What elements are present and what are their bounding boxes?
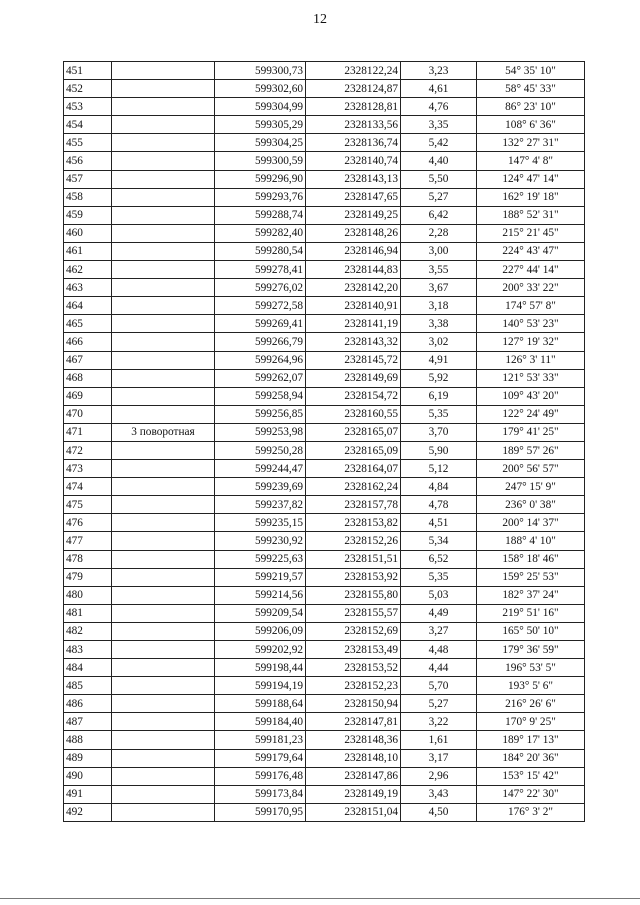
point-number-cell: 491 <box>64 785 112 803</box>
y-coordinate-cell: 2328148,36 <box>306 731 401 749</box>
direction-angle-cell: 159° 25' 53" <box>477 568 585 586</box>
point-number-cell: 486 <box>64 695 112 713</box>
point-number-cell: 471 <box>64 423 112 441</box>
table-row <box>64 351 585 369</box>
point-type-cell <box>112 116 215 134</box>
y-coordinate-cell: 2328165,09 <box>306 441 401 459</box>
distance-cell: 5,50 <box>401 170 477 188</box>
point-type-cell <box>112 297 215 315</box>
direction-angle-cell: 132° 27' 31" <box>477 134 585 152</box>
point-number-cell: 490 <box>64 767 112 785</box>
table-body <box>64 62 585 822</box>
table-row <box>64 460 585 478</box>
point-type-cell <box>112 713 215 731</box>
x-coordinate-cell: 599278,41 <box>215 261 306 279</box>
table-row <box>64 441 585 459</box>
point-number-cell: 483 <box>64 641 112 659</box>
direction-angle-cell: 58° 45' 33" <box>477 80 585 98</box>
distance-cell: 5,34 <box>401 532 477 550</box>
table-row <box>64 478 585 496</box>
point-type-cell <box>112 441 215 459</box>
distance-cell: 3,00 <box>401 242 477 260</box>
x-coordinate-cell: 599272,58 <box>215 297 306 315</box>
table-row <box>64 767 585 785</box>
point-number-cell: 492 <box>64 803 112 821</box>
distance-cell: 3,38 <box>401 315 477 333</box>
point-number-cell: 488 <box>64 731 112 749</box>
y-coordinate-cell: 2328151,04 <box>306 803 401 821</box>
y-coordinate-cell: 2328153,49 <box>306 641 401 659</box>
direction-angle-cell: 176° 3' 2" <box>477 803 585 821</box>
direction-angle-cell: 188° 4' 10" <box>477 532 585 550</box>
x-coordinate-cell: 599181,23 <box>215 731 306 749</box>
point-number-cell: 481 <box>64 604 112 622</box>
distance-cell: 2,28 <box>401 224 477 242</box>
table-row <box>64 568 585 586</box>
direction-angle-cell: 54° 35' 10" <box>477 62 585 80</box>
x-coordinate-cell: 599170,95 <box>215 803 306 821</box>
y-coordinate-cell: 2328165,07 <box>306 423 401 441</box>
y-coordinate-cell: 2328143,32 <box>306 333 401 351</box>
table-row <box>64 170 585 188</box>
point-number-cell: 472 <box>64 441 112 459</box>
distance-cell: 4,78 <box>401 496 477 514</box>
point-type-cell <box>112 604 215 622</box>
distance-cell: 5,27 <box>401 695 477 713</box>
y-coordinate-cell: 2328149,69 <box>306 369 401 387</box>
table-row <box>64 242 585 260</box>
table-row <box>64 749 585 767</box>
direction-angle-cell: 174° 57' 8" <box>477 297 585 315</box>
y-coordinate-cell: 2328141,19 <box>306 315 401 333</box>
direction-angle-cell: 108° 6' 36" <box>477 116 585 134</box>
distance-cell: 4,61 <box>401 80 477 98</box>
y-coordinate-cell: 2328122,24 <box>306 62 401 80</box>
point-type-cell <box>112 405 215 423</box>
point-number-cell: 455 <box>64 134 112 152</box>
point-number-cell: 460 <box>64 224 112 242</box>
distance-cell: 4,49 <box>401 604 477 622</box>
direction-angle-cell: 227° 44' 14" <box>477 261 585 279</box>
point-type-cell <box>112 387 215 405</box>
distance-cell: 1,61 <box>401 731 477 749</box>
point-number-cell: 489 <box>64 749 112 767</box>
distance-cell: 3,67 <box>401 279 477 297</box>
table-row <box>64 803 585 821</box>
distance-cell: 4,44 <box>401 659 477 677</box>
table-row <box>64 659 585 677</box>
direction-angle-cell: 147° 4' 8" <box>477 152 585 170</box>
point-number-cell: 453 <box>64 98 112 116</box>
x-coordinate-cell: 599179,64 <box>215 749 306 767</box>
direction-angle-cell: 153° 15' 42" <box>477 767 585 785</box>
point-type-cell <box>112 460 215 478</box>
direction-angle-cell: 127° 19' 32" <box>477 333 585 351</box>
table-row <box>64 387 585 405</box>
x-coordinate-cell: 599239,69 <box>215 478 306 496</box>
direction-angle-cell: 126° 3' 11" <box>477 351 585 369</box>
x-coordinate-cell: 599293,76 <box>215 188 306 206</box>
direction-angle-cell: 189° 57' 26" <box>477 441 585 459</box>
point-type-cell <box>112 586 215 604</box>
table-row <box>64 713 585 731</box>
distance-cell: 3,35 <box>401 116 477 134</box>
direction-angle-cell: 162° 19' 18" <box>477 188 585 206</box>
point-number-cell: 480 <box>64 586 112 604</box>
point-type-cell <box>112 188 215 206</box>
x-coordinate-cell: 599304,25 <box>215 134 306 152</box>
direction-angle-cell: 109° 43' 20" <box>477 387 585 405</box>
point-type-cell <box>112 279 215 297</box>
table-row <box>64 188 585 206</box>
distance-cell: 3,55 <box>401 261 477 279</box>
point-number-cell: 477 <box>64 532 112 550</box>
direction-angle-cell: 193° 5' 6" <box>477 677 585 695</box>
distance-cell: 5,90 <box>401 441 477 459</box>
point-number-cell: 466 <box>64 333 112 351</box>
direction-angle-cell: 86° 23' 10" <box>477 98 585 116</box>
distance-cell: 4,84 <box>401 478 477 496</box>
y-coordinate-cell: 2328140,74 <box>306 152 401 170</box>
x-coordinate-cell: 599266,79 <box>215 333 306 351</box>
distance-cell: 6,19 <box>401 387 477 405</box>
x-coordinate-cell: 599253,98 <box>215 423 306 441</box>
distance-cell: 5,35 <box>401 405 477 423</box>
point-type-cell <box>112 803 215 821</box>
point-type-cell <box>112 369 215 387</box>
direction-angle-cell: 189° 17' 13" <box>477 731 585 749</box>
point-type-cell <box>112 478 215 496</box>
direction-angle-cell: 247° 15' 9" <box>477 478 585 496</box>
point-type-cell <box>112 677 215 695</box>
point-number-cell: 487 <box>64 713 112 731</box>
point-type-cell <box>112 242 215 260</box>
point-number-cell: 464 <box>64 297 112 315</box>
direction-angle-cell: 196° 53' 5" <box>477 659 585 677</box>
y-coordinate-cell: 2328157,78 <box>306 496 401 514</box>
table-row <box>64 369 585 387</box>
point-type-cell <box>112 333 215 351</box>
direction-angle-cell: 158° 18' 46" <box>477 550 585 568</box>
direction-angle-cell: 215° 21' 45" <box>477 224 585 242</box>
x-coordinate-cell: 599276,02 <box>215 279 306 297</box>
table-row <box>64 62 585 80</box>
distance-cell: 2,96 <box>401 767 477 785</box>
point-type-cell <box>112 351 215 369</box>
y-coordinate-cell: 2328152,26 <box>306 532 401 550</box>
x-coordinate-cell: 599305,29 <box>215 116 306 134</box>
y-coordinate-cell: 2328149,19 <box>306 785 401 803</box>
point-number-cell: 463 <box>64 279 112 297</box>
x-coordinate-cell: 599237,82 <box>215 496 306 514</box>
table-row <box>64 279 585 297</box>
y-coordinate-cell: 2328152,23 <box>306 677 401 695</box>
point-number-cell: 454 <box>64 116 112 134</box>
x-coordinate-cell: 599194,19 <box>215 677 306 695</box>
x-coordinate-cell: 599264,96 <box>215 351 306 369</box>
direction-angle-cell: 219° 51' 16" <box>477 604 585 622</box>
table-row <box>64 695 585 713</box>
point-type-cell <box>112 785 215 803</box>
table-row <box>64 514 585 532</box>
distance-cell: 3,70 <box>401 423 477 441</box>
table-row <box>64 550 585 568</box>
distance-cell: 4,91 <box>401 351 477 369</box>
distance-cell: 5,70 <box>401 677 477 695</box>
y-coordinate-cell: 2328152,69 <box>306 622 401 640</box>
point-number-cell: 451 <box>64 62 112 80</box>
direction-angle-cell: 200° 33' 22" <box>477 279 585 297</box>
point-number-cell: 475 <box>64 496 112 514</box>
table-row <box>64 677 585 695</box>
direction-angle-cell: 140° 53' 23" <box>477 315 585 333</box>
table-row <box>64 98 585 116</box>
point-type-cell <box>112 749 215 767</box>
page-number: 12 <box>313 12 327 27</box>
table-row <box>64 423 585 441</box>
point-type-cell <box>112 134 215 152</box>
distance-cell: 6,42 <box>401 206 477 224</box>
point-type-cell <box>112 496 215 514</box>
point-number-cell: 467 <box>64 351 112 369</box>
distance-cell: 4,51 <box>401 514 477 532</box>
point-number-cell: 459 <box>64 206 112 224</box>
direction-angle-cell: 182° 37' 24" <box>477 586 585 604</box>
point-number-cell: 458 <box>64 188 112 206</box>
x-coordinate-cell: 599262,07 <box>215 369 306 387</box>
y-coordinate-cell: 2328155,57 <box>306 604 401 622</box>
y-coordinate-cell: 2328128,81 <box>306 98 401 116</box>
point-type-cell <box>112 532 215 550</box>
direction-angle-cell: 124° 47' 14" <box>477 170 585 188</box>
y-coordinate-cell: 2328153,52 <box>306 659 401 677</box>
point-number-cell: 468 <box>64 369 112 387</box>
x-coordinate-cell: 599173,84 <box>215 785 306 803</box>
y-coordinate-cell: 2328160,55 <box>306 405 401 423</box>
point-type-cell <box>112 152 215 170</box>
distance-cell: 4,50 <box>401 803 477 821</box>
table-row <box>64 496 585 514</box>
point-number-cell: 485 <box>64 677 112 695</box>
direction-angle-cell: 122° 24' 49" <box>477 405 585 423</box>
table-row <box>64 224 585 242</box>
table-row <box>64 152 585 170</box>
y-coordinate-cell: 2328151,51 <box>306 550 401 568</box>
x-coordinate-cell: 599206,09 <box>215 622 306 640</box>
point-number-cell: 476 <box>64 514 112 532</box>
distance-cell: 5,42 <box>401 134 477 152</box>
table-row <box>64 532 585 550</box>
x-coordinate-cell: 599258,94 <box>215 387 306 405</box>
point-type-cell <box>112 206 215 224</box>
y-coordinate-cell: 2328124,87 <box>306 80 401 98</box>
direction-angle-cell: 121° 53' 33" <box>477 369 585 387</box>
direction-angle-cell: 200° 14' 37" <box>477 514 585 532</box>
distance-cell: 3,17 <box>401 749 477 767</box>
point-number-cell: 484 <box>64 659 112 677</box>
point-type-cell <box>112 80 215 98</box>
point-type-cell <box>112 659 215 677</box>
table-row <box>64 297 585 315</box>
point-type-cell <box>112 767 215 785</box>
y-coordinate-cell: 2328142,20 <box>306 279 401 297</box>
point-type-cell <box>112 550 215 568</box>
distance-cell: 5,12 <box>401 460 477 478</box>
y-coordinate-cell: 2328154,72 <box>306 387 401 405</box>
direction-angle-cell: 179° 36' 59" <box>477 641 585 659</box>
x-coordinate-cell: 599244,47 <box>215 460 306 478</box>
point-type-cell <box>112 170 215 188</box>
x-coordinate-cell: 599209,54 <box>215 604 306 622</box>
x-coordinate-cell: 599296,90 <box>215 170 306 188</box>
distance-cell: 6,52 <box>401 550 477 568</box>
point-type-cell: 3 поворотная <box>112 423 215 441</box>
y-coordinate-cell: 2328147,81 <box>306 713 401 731</box>
x-coordinate-cell: 599225,63 <box>215 550 306 568</box>
distance-cell: 5,35 <box>401 568 477 586</box>
table-row <box>64 785 585 803</box>
direction-angle-cell: 200° 56' 57" <box>477 460 585 478</box>
x-coordinate-cell: 599184,40 <box>215 713 306 731</box>
x-coordinate-cell: 599288,74 <box>215 206 306 224</box>
direction-angle-cell: 188° 52' 31" <box>477 206 585 224</box>
point-type-cell <box>112 98 215 116</box>
table-row <box>64 586 585 604</box>
y-coordinate-cell: 2328133,56 <box>306 116 401 134</box>
table-row <box>64 116 585 134</box>
point-number-cell: 469 <box>64 387 112 405</box>
point-number-cell: 452 <box>64 80 112 98</box>
point-number-cell: 456 <box>64 152 112 170</box>
point-type-cell <box>112 568 215 586</box>
point-number-cell: 461 <box>64 242 112 260</box>
x-coordinate-cell: 599235,15 <box>215 514 306 532</box>
table-row <box>64 622 585 640</box>
coordinates-table <box>63 61 585 822</box>
point-type-cell <box>112 641 215 659</box>
distance-cell: 5,27 <box>401 188 477 206</box>
x-coordinate-cell: 599219,57 <box>215 568 306 586</box>
x-coordinate-cell: 599269,41 <box>215 315 306 333</box>
y-coordinate-cell: 2328148,26 <box>306 224 401 242</box>
y-coordinate-cell: 2328150,94 <box>306 695 401 713</box>
direction-angle-cell: 147° 22' 30" <box>477 785 585 803</box>
point-number-cell: 473 <box>64 460 112 478</box>
point-number-cell: 478 <box>64 550 112 568</box>
y-coordinate-cell: 2328162,24 <box>306 478 401 496</box>
table-row <box>64 261 585 279</box>
x-coordinate-cell: 599256,85 <box>215 405 306 423</box>
page-bottom-rule <box>0 898 640 899</box>
point-number-cell: 470 <box>64 405 112 423</box>
x-coordinate-cell: 599304,99 <box>215 98 306 116</box>
coordinates-table-container <box>63 61 584 822</box>
x-coordinate-cell: 599198,44 <box>215 659 306 677</box>
point-type-cell <box>112 622 215 640</box>
point-type-cell <box>112 62 215 80</box>
direction-angle-cell: 170° 9' 25" <box>477 713 585 731</box>
point-number-cell: 457 <box>64 170 112 188</box>
distance-cell: 3,18 <box>401 297 477 315</box>
direction-angle-cell: 165° 50' 10" <box>477 622 585 640</box>
point-number-cell: 465 <box>64 315 112 333</box>
y-coordinate-cell: 2328155,80 <box>306 586 401 604</box>
direction-angle-cell: 236° 0' 38" <box>477 496 585 514</box>
point-type-cell <box>112 514 215 532</box>
y-coordinate-cell: 2328147,65 <box>306 188 401 206</box>
point-type-cell <box>112 695 215 713</box>
distance-cell: 3,02 <box>401 333 477 351</box>
y-coordinate-cell: 2328136,74 <box>306 134 401 152</box>
distance-cell: 3,22 <box>401 713 477 731</box>
point-type-cell <box>112 261 215 279</box>
point-number-cell: 462 <box>64 261 112 279</box>
table-row <box>64 80 585 98</box>
point-number-cell: 482 <box>64 622 112 640</box>
x-coordinate-cell: 599300,59 <box>215 152 306 170</box>
table-row <box>64 134 585 152</box>
x-coordinate-cell: 599250,28 <box>215 441 306 459</box>
table-row <box>64 405 585 423</box>
distance-cell: 4,76 <box>401 98 477 116</box>
x-coordinate-cell: 599188,64 <box>215 695 306 713</box>
table-row <box>64 604 585 622</box>
table-row <box>64 315 585 333</box>
table-row <box>64 206 585 224</box>
y-coordinate-cell: 2328153,82 <box>306 514 401 532</box>
point-type-cell <box>112 731 215 749</box>
y-coordinate-cell: 2328153,92 <box>306 568 401 586</box>
x-coordinate-cell: 599302,60 <box>215 80 306 98</box>
direction-angle-cell: 216° 26' 6" <box>477 695 585 713</box>
y-coordinate-cell: 2328140,91 <box>306 297 401 315</box>
x-coordinate-cell: 599300,73 <box>215 62 306 80</box>
point-type-cell <box>112 315 215 333</box>
table-row <box>64 333 585 351</box>
x-coordinate-cell: 599280,54 <box>215 242 306 260</box>
x-coordinate-cell: 599202,92 <box>215 641 306 659</box>
point-number-cell: 479 <box>64 568 112 586</box>
distance-cell: 5,92 <box>401 369 477 387</box>
x-coordinate-cell: 599176,48 <box>215 767 306 785</box>
x-coordinate-cell: 599230,92 <box>215 532 306 550</box>
x-coordinate-cell: 599214,56 <box>215 586 306 604</box>
direction-angle-cell: 179° 41' 25" <box>477 423 585 441</box>
distance-cell: 3,43 <box>401 785 477 803</box>
table-row <box>64 641 585 659</box>
y-coordinate-cell: 2328144,83 <box>306 261 401 279</box>
y-coordinate-cell: 2328146,94 <box>306 242 401 260</box>
y-coordinate-cell: 2328148,10 <box>306 749 401 767</box>
x-coordinate-cell: 599282,40 <box>215 224 306 242</box>
table-row <box>64 731 585 749</box>
distance-cell: 3,23 <box>401 62 477 80</box>
direction-angle-cell: 224° 43' 47" <box>477 242 585 260</box>
direction-angle-cell: 184° 20' 36" <box>477 749 585 767</box>
y-coordinate-cell: 2328147,86 <box>306 767 401 785</box>
point-number-cell: 474 <box>64 478 112 496</box>
distance-cell: 3,27 <box>401 622 477 640</box>
distance-cell: 4,40 <box>401 152 477 170</box>
y-coordinate-cell: 2328143,13 <box>306 170 401 188</box>
y-coordinate-cell: 2328145,72 <box>306 351 401 369</box>
distance-cell: 5,03 <box>401 586 477 604</box>
y-coordinate-cell: 2328164,07 <box>306 460 401 478</box>
y-coordinate-cell: 2328149,25 <box>306 206 401 224</box>
point-type-cell <box>112 224 215 242</box>
distance-cell: 4,48 <box>401 641 477 659</box>
